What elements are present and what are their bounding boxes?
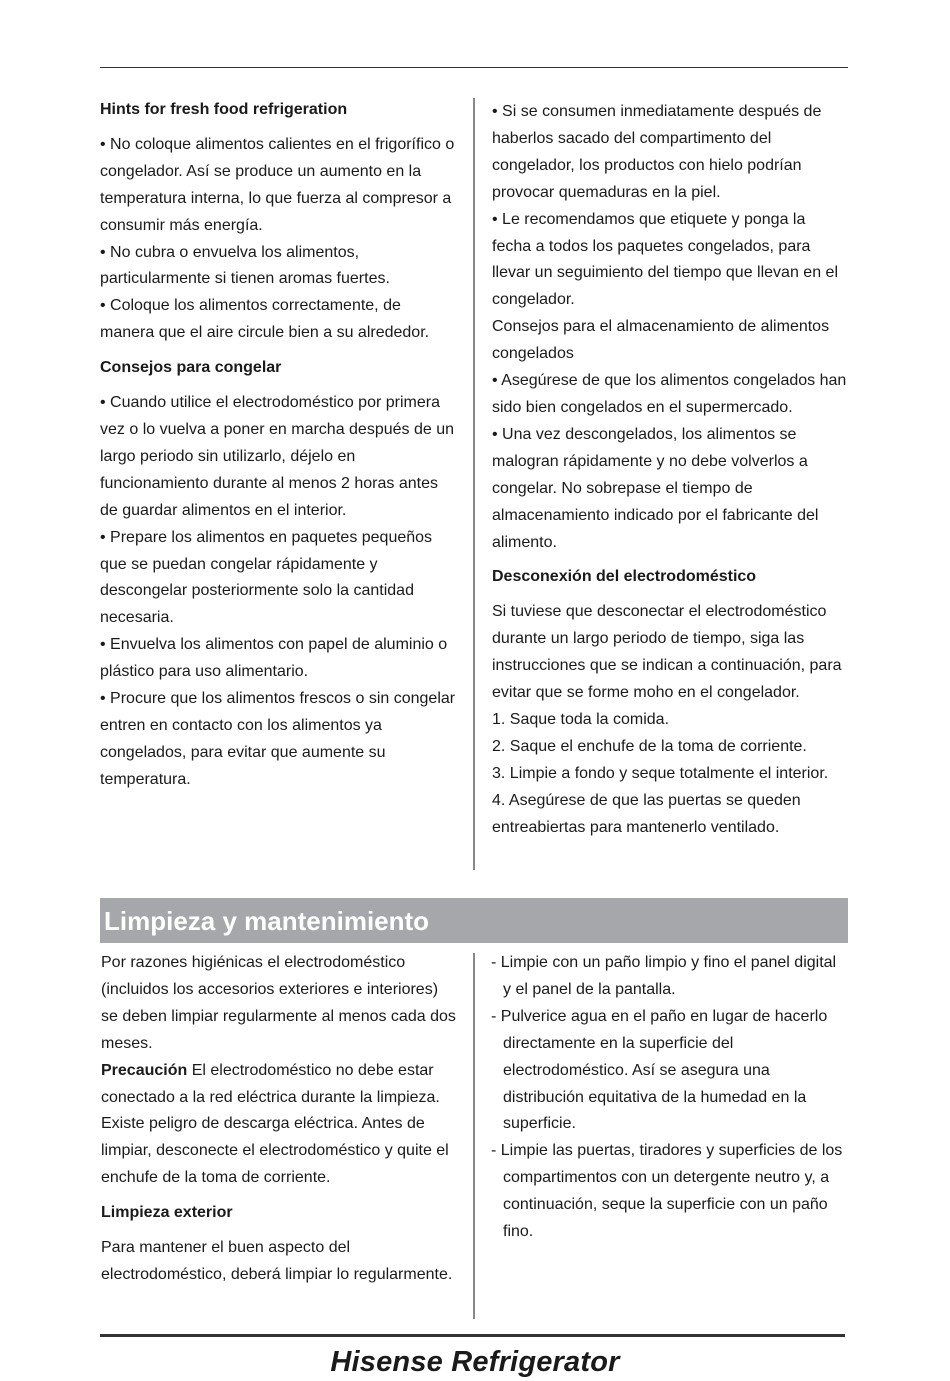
caution-label: Precaución	[101, 1061, 188, 1079]
section-header-bar	[100, 898, 848, 943]
column-divider	[473, 953, 475, 1319]
brand-footer: Hisense Refrigerator	[330, 1346, 620, 1378]
paragraph: • Procure que los alimentos frescos o sin congelar entren en contacto con los alimentos ya congelados, para evitar que aumente su temperatura.	[100, 690, 456, 788]
paragraph: Consejos para el almacenamiento de alimentos congelados	[492, 318, 830, 363]
step-item: 2. Saque el enchufe de la toma de corriente.	[492, 737, 807, 755]
paragraph: Para mantener el buen aspecto del electrodoméstico, deberá limpiar lo regularmente.	[101, 1239, 453, 1283]
caution-paragraph	[101, 1058, 457, 1193]
bottom-divider	[100, 1334, 845, 1337]
paragraph: • No cubra o envuelva los alimentos, particularmente si tienen aromas fuertes.	[100, 243, 390, 288]
section-title: Limpieza y mantenimiento	[104, 906, 430, 936]
paragraph: • Una vez descongelados, los alimentos se malogran rápidamente y no debe volverlos a congelar. No sobrepase el tiempo de almacenamiento indicado por el fabricante del alimento.	[492, 425, 819, 551]
heading-disconnection: Desconexión del electrodoméstico	[492, 568, 757, 586]
paragraph: Si tuviese que desconectar el electrodoméstico durante un largo periodo de tiempo, siga las instrucciones que se indican a continuación, para evitar que se forme moho en el congelador.	[492, 603, 842, 702]
step-item: 1. Saque toda la comida.	[492, 710, 670, 728]
top-right-column	[492, 99, 848, 841]
list-item: - Pulverice agua en el paño en lugar de hacerlo directamente en la superficie del electrodoméstico. Así se asegura una distribución equitativa de la humedad en la superficie.	[491, 1007, 828, 1133]
paragraph: • Si se consumen inmediatamente después de haberlos sacado del compartimento del congelador, los productos con hielo podrían provocar quemaduras en la piel.	[492, 103, 822, 201]
column-divider	[473, 98, 475, 870]
paragraph: Por razones higiénicas el electrodoméstico (incluidos los accesorios exteriores e interiores) se deben limpiar regularmente al menos cada dos meses.	[101, 954, 456, 1052]
paragraph: • Prepare los alimentos en paquetes pequeños que se puedan congelar rápidamente y descongelar posteriormente solo la cantidad necesaria.	[100, 528, 433, 627]
step-item: 3. Limpie a fondo y seque totalmente el interior.	[492, 764, 829, 782]
step-item: 4. Asegúrese de que las puertas se queden entreabiertas para mantenerlo ventilado.	[492, 791, 801, 836]
bottom-right-column	[491, 950, 847, 1246]
heading-fresh-food: Hints for fresh food refrigeration	[100, 101, 348, 118]
paragraph: • Coloque los alimentos correctamente, de manera que el aire circule bien a su alrededor.	[100, 297, 430, 342]
paragraph: • Cuando utilice el electrodoméstico por primera vez o lo vuelva a poner en marcha después de un largo periodo sin utilizarlo, déjelo en funcionamiento durante al menos 2 horas antes de guardar alimentos en el interior.	[100, 394, 455, 519]
paragraph: • Le recomendamos que etiquete y ponga la fecha a todos los paquetes congelados, para llevar un seguimiento del tiempo que llevan en el congelador.	[492, 210, 838, 309]
paragraph: • Asegúrese de que los alimentos congelados han sido bien congelados en el supermercado.	[492, 372, 847, 416]
list-item: - Limpie las puertas, tiradores y superficies de los compartimentos con un detergente neutro y, a continuación, seque la superficie con un paño fino.	[491, 1142, 843, 1241]
heading-freezing-tips: Consejos para congelar	[100, 359, 282, 377]
bottom-left-column	[101, 950, 457, 1289]
top-left-column	[100, 97, 456, 794]
paragraph: • Envuelva los alimentos con papel de aluminio o plástico para uso alimentario.	[100, 636, 448, 681]
list-item: - Limpie con un paño limpio y fino el panel digital y el panel de la pantalla.	[491, 954, 837, 998]
caution-text: El electrodoméstico no debe estar conectado a la red eléctrica durante la limpieza. Existe peligro de descarga eléctrica. Antes de limpiar, desconecte el electrodoméstico y quite el enchufe de la toma de corriente.	[101, 1061, 449, 1187]
heading-exterior-cleaning: Limpieza exterior	[101, 1204, 233, 1222]
paragraph: • No coloque alimentos calientes en el frigorífico o congelador. Así se produce un aumento en la temperatura interna, lo que fuerza al compresor a consumir más energía.	[100, 135, 455, 234]
top-divider	[100, 67, 848, 68]
